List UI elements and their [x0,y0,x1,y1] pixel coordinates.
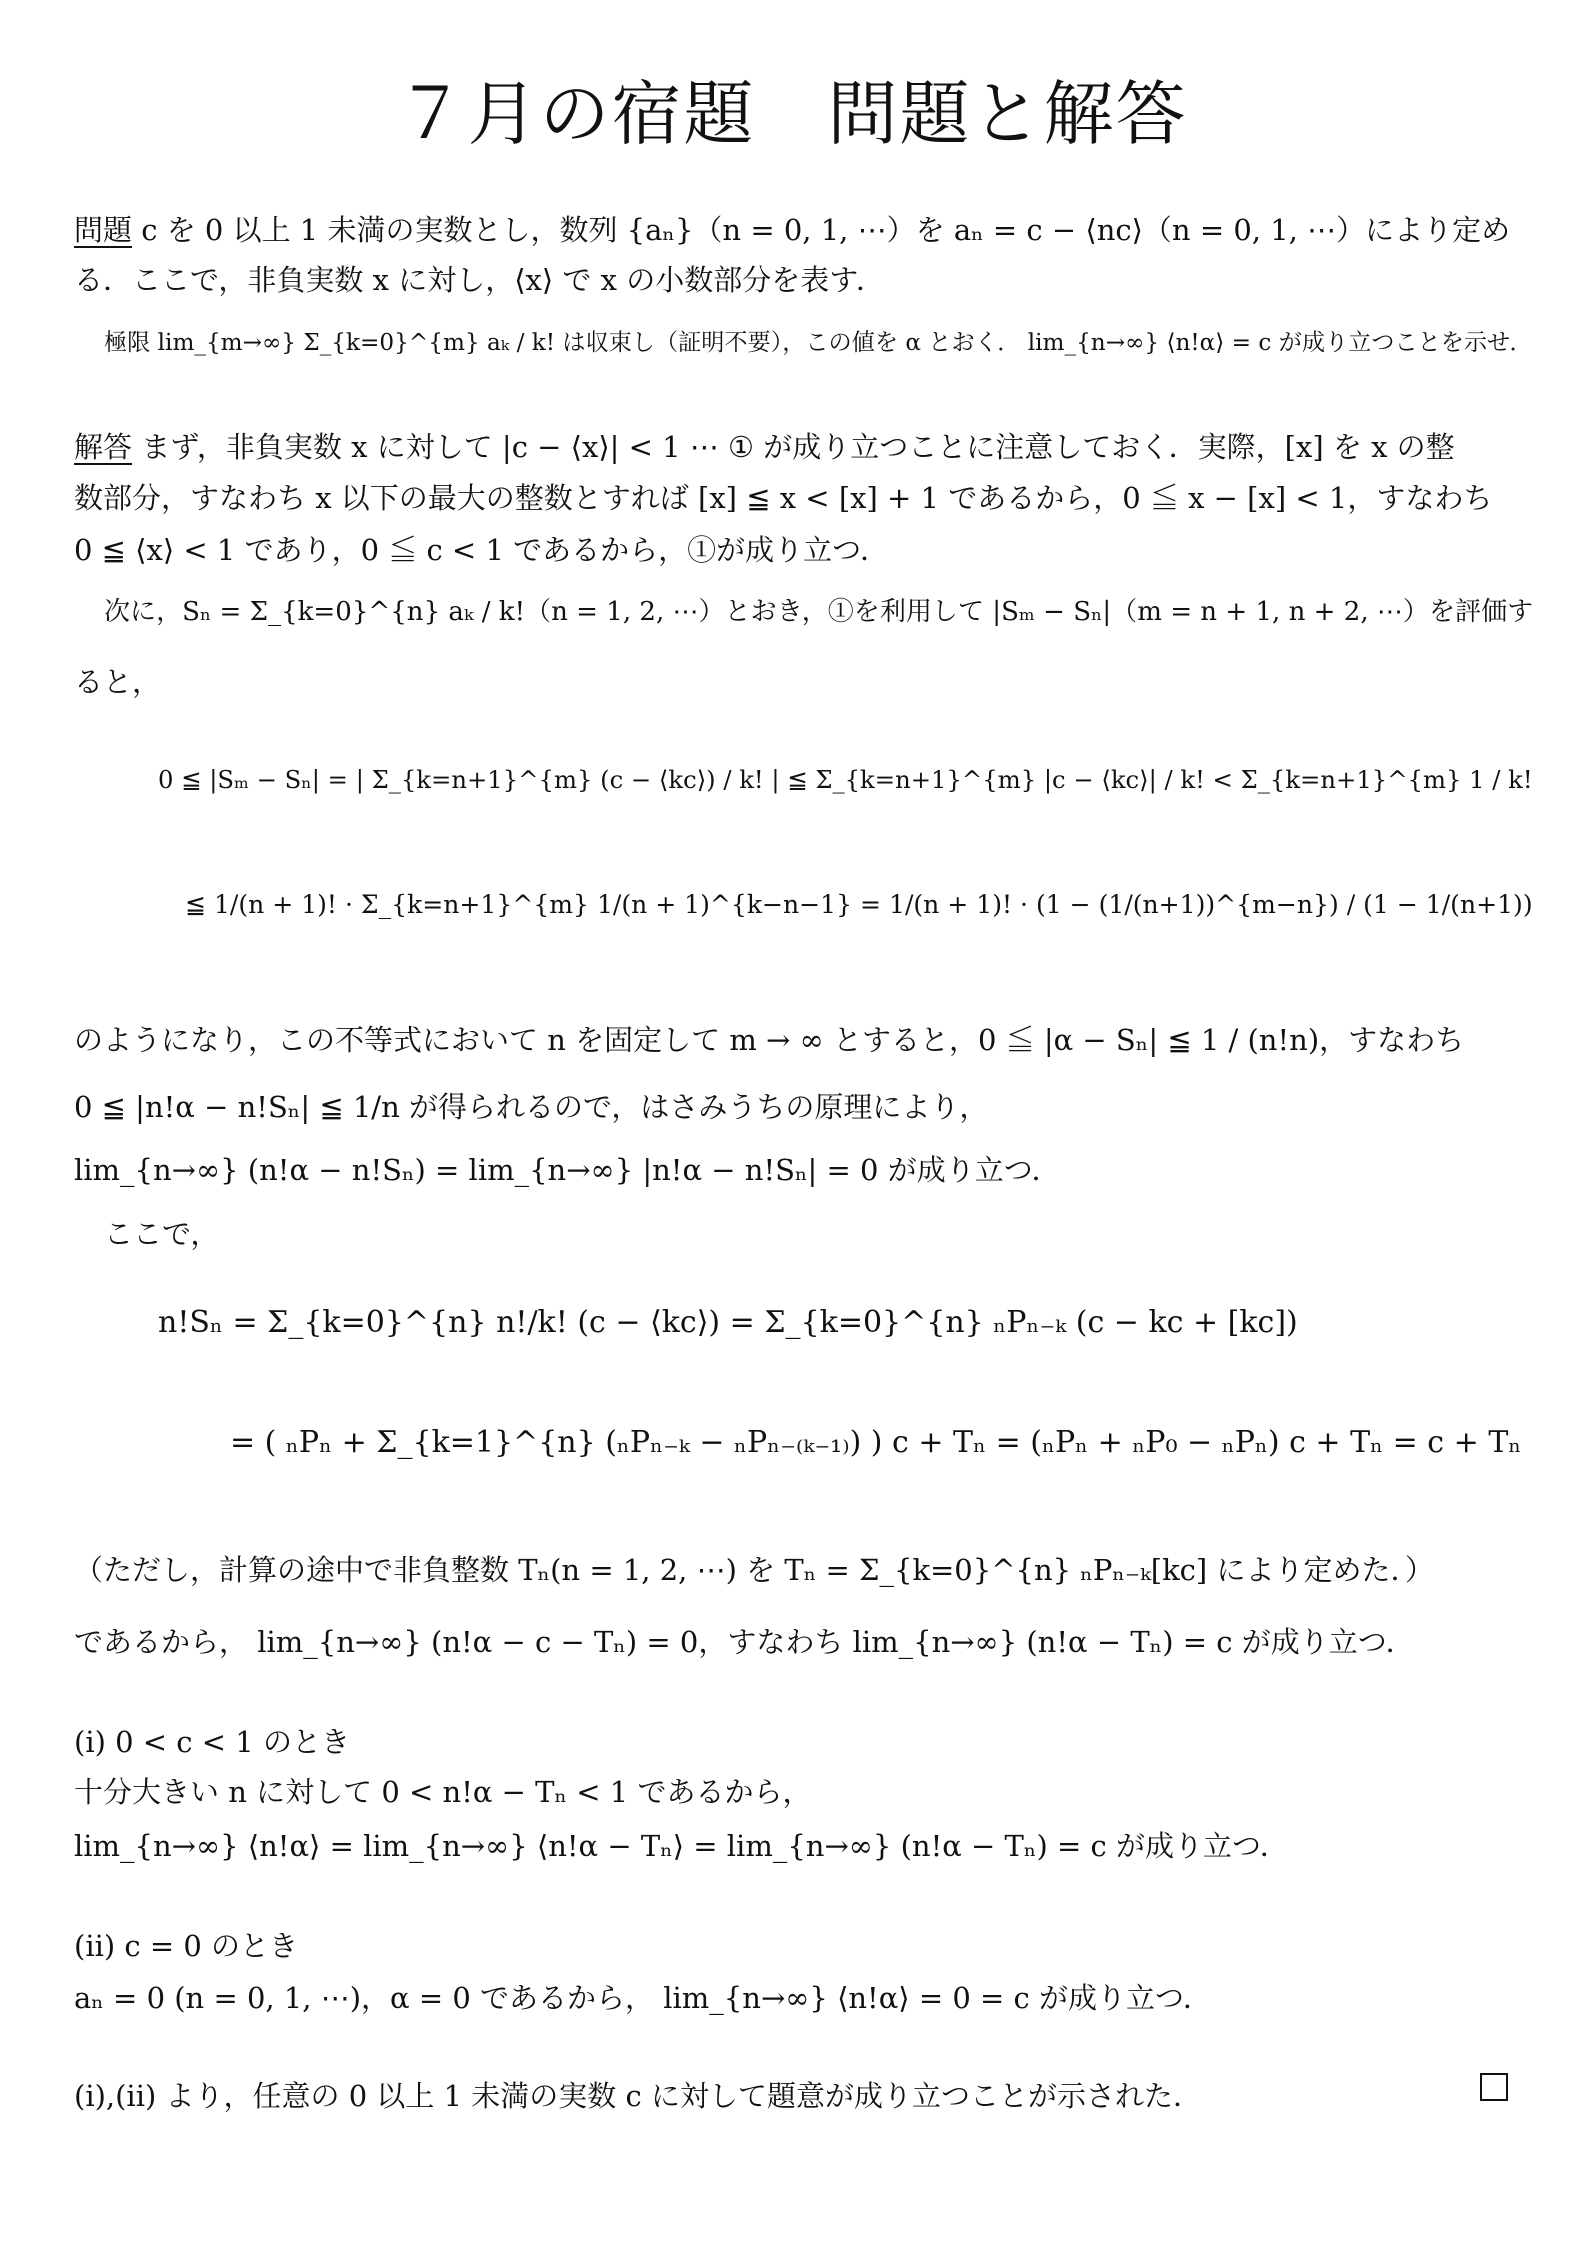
qed-box-icon [1480,2073,1508,2101]
equation-1-line-2: ≦ 1/(n + 1)! · Σ_{k=n+1}^{m} 1/(n + 1)^{k−n−1} = 1/(n + 1)! · (1 − (1/(n+1))^{m−n}) / (1 − 1/(n+1)) [185,890,1533,919]
case-2-heading: (ii) c = 0 のとき [74,1929,299,1963]
page-title: ７月の宿題 問題と解答 [395,73,1188,155]
solution-line-11: であるから， lim_{n→∞} (n!α − c − Tₙ) = 0，すなわち lim_{n→∞} (n!α − Tₙ) = c が成り立つ． [74,1625,1415,1659]
solution-line-6: のようになり，この不等式において n を固定して m → ∞ とすると，0 ≦ |α − Sₙ| ≦ 1 / (n!n)，すなわち [74,1023,1465,1057]
solution-text-1: まず，非負実数 x に対して |c − ⟨x⟩| < 1 ⋯ ① が成り立つことに注意しておく．実際，[x] を x の整 [132,430,1455,464]
solution-line-10: （ただし，計算の途中で非負整数 Tₙ(n = 1, 2, ⋯) を Tₙ = Σ_{k=0}^{n} ₙPₙ₋ₖ[kc] により定めた．） [74,1553,1434,1587]
case-1-heading: (i) 0 < c < 1 のとき [74,1725,350,1759]
equation-2-line-2: = ( ₙPₙ + Σ_{k=1}^{n} (ₙPₙ₋ₖ − ₙPₙ₋₍ₖ₋₁₎) ) c + Tₙ = (ₙPₙ + ₙP₀ − ₙPₙ) c + Tₙ = c + Tₙ [230,1425,1522,1460]
problem-line-1 [74,208,1510,249]
solution-line-9: ここで， [104,1217,220,1251]
conclusion: (i),(ii) より，任意の 0 以上 1 未満の実数 c に対して題意が成り立つことが示された． [74,2079,1202,2113]
case-2-line-1: aₙ = 0 (n = 0, 1, ⋯)，α = 0 であるから， lim_{n→∞} ⟨n!α⟩ = 0 = c が成り立つ． [74,1981,1212,2015]
solution-line-7: 0 ≦ |n!α − n!Sₙ| ≦ 1/n が得られるので，はさみうちの原理により， [74,1090,989,1124]
problem-text-1: c を 0 以上 1 未満の実数とし，数列 {aₙ}（n = 0, 1, ⋯）を aₙ = c − ⟨nc⟩（n = 0, 1, ⋯）により定め [132,213,1511,247]
solution-line-8: lim_{n→∞} (n!α − n!Sₙ) = lim_{n→∞} |n!α − n!Sₙ| = 0 が成り立つ． [74,1153,1061,1187]
case-1-line-1: 十分大きい n に対して 0 < n!α − Tₙ < 1 であるから， [74,1775,812,1809]
solution-line-1 [74,425,1455,466]
equation-2-line-1: n!Sₙ = Σ_{k=0}^{n} n!/k! (c − ⟨kc⟩) = Σ_{k=0}^{n} ₙPₙ₋ₖ (c − kc + [kc]) [158,1305,1298,1340]
problem-line-3: 極限 lim_{m→∞} Σ_{k=0}^{m} aₖ / k! は収束し（証明不要），この値を α とおく． lim_{n→∞} ⟨n!α⟩ = c が成り立つことを示せ． [104,330,1533,356]
solution-line-4: 次に，Sₙ = Σ_{k=0}^{n} aₖ / k!（n = 1, 2, ⋯）とおき，①を利用して |Sₘ − Sₙ|（m = n + 1, n + 2, ⋯）を評価す [104,597,1534,627]
case-1-line-2: lim_{n→∞} ⟨n!α⟩ = lim_{n→∞} ⟨n!α − Tₙ⟩ = lim_{n→∞} (n!α − Tₙ) = c が成り立つ． [74,1829,1289,1863]
equation-1-line-1: 0 ≦ |Sₘ − Sₙ| = | Σ_{k=n+1}^{m} (c − ⟨kc⟩) / k! | ≦ Σ_{k=n+1}^{m} |c − ⟨kc⟩| / k! < Σ_{k=n+1}^{m} 1 / k! [158,765,1533,794]
solution-line-5: ると， [74,665,162,699]
solution-line-3: 0 ≦ ⟨x⟩ < 1 であり，0 ≦ c < 1 であるから，①が成り立つ． [74,533,889,567]
problem-label: 問題 [74,213,133,247]
problem-line-2: る．ここで，非負実数 x に対し，⟨x⟩ で x の小数部分を表す． [74,263,885,297]
solution-line-2: 数部分，すなわち x 以下の最大の整数とすれば [x] ≦ x < [x] + 1 であるから，0 ≦ x − [x] < 1，すなわち [74,481,1493,515]
solution-label: 解答 [74,430,133,464]
